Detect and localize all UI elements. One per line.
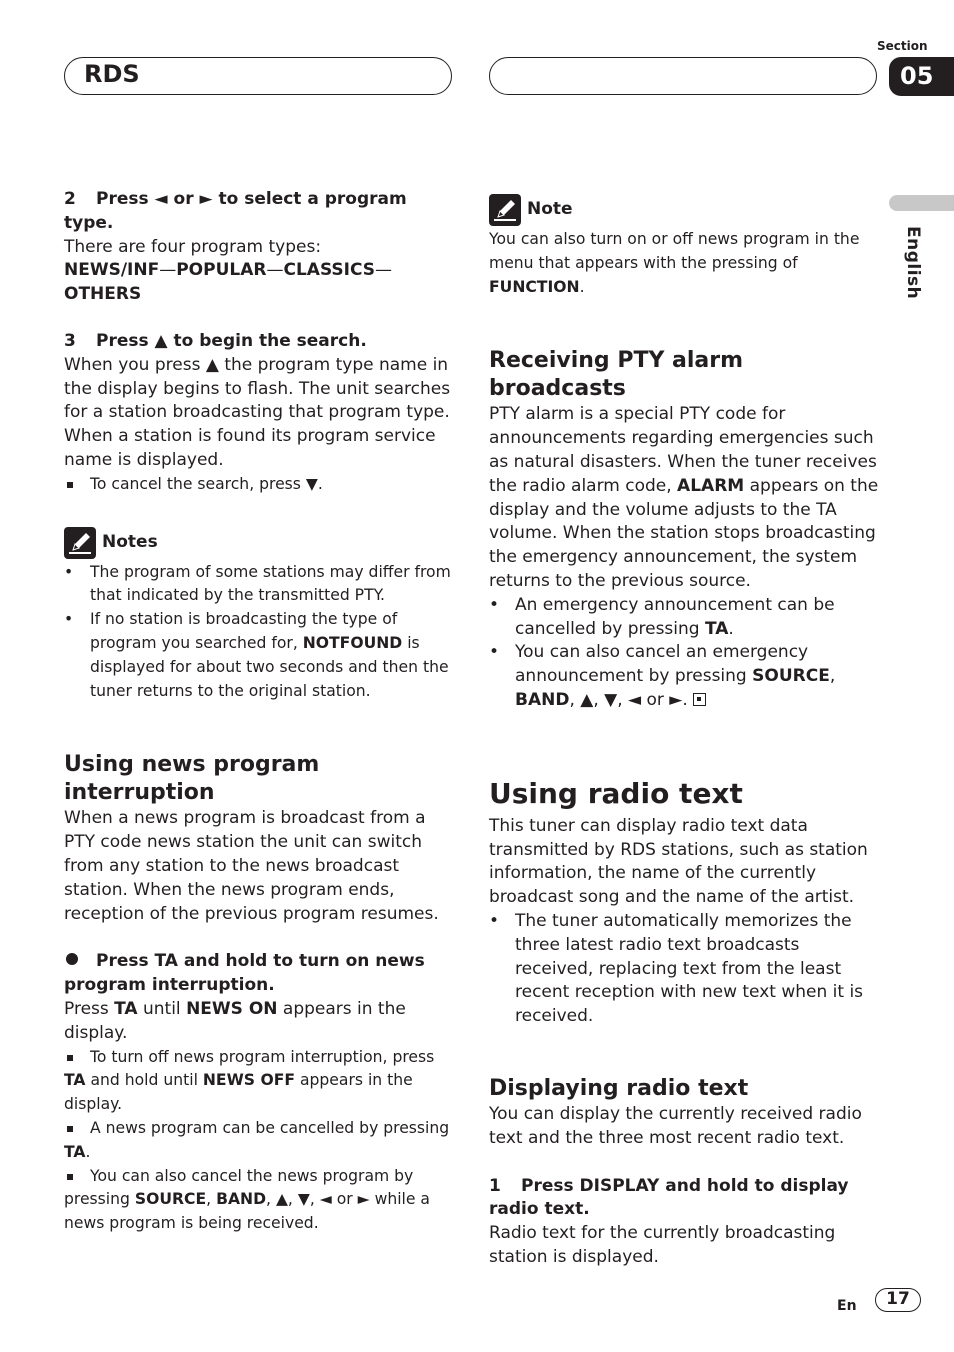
news-note-2: A news program can be cancelled by pressing TA. bbox=[64, 1117, 454, 1165]
side-tab-bar bbox=[889, 195, 954, 211]
pty-alarm-body: PTY alarm is a special PTY code for announcements regarding emergencies such as natural disasters. When the tuner receives the radio alarm code, ALARM appears on the display and the volume adjusts to the TA volume. When the station stops broadcasting the emergency announcement, the system returns to the previous source. bbox=[489, 404, 879, 591]
step-3-body: When you press ▲ the program type name in the display begins to flash. The unit searches for a station broadcasting that program type. When a station is found its program service name is displayed. bbox=[64, 354, 451, 470]
page-number: 17 bbox=[875, 1288, 921, 1312]
header-pill-right bbox=[489, 57, 877, 95]
section-number: 05 bbox=[889, 57, 954, 96]
news-interruption-heading: Using news program interruption bbox=[64, 752, 320, 806]
radio-text-heading: Using radio text bbox=[489, 776, 743, 810]
display-radio-text-body: You can display the currently received radio text and the three most recent radio text. bbox=[489, 1103, 862, 1148]
pty-bullet-1: • An emergency announcement can be cancelled by pressing TA. bbox=[489, 594, 879, 642]
news-step-body: Press TA until NEWS ON appears in the display. bbox=[64, 998, 406, 1043]
program-types: NEWS/INF—POPULAR—CLASSICS— OTHERS bbox=[64, 260, 393, 305]
news-interruption-body: When a news program is broadcast from a PTY code news station the unit can switch from any station to the news broadcast station. When the news program ends, reception of the previous program resumes. bbox=[64, 808, 439, 924]
pencil-note-icon bbox=[64, 527, 96, 559]
note-item: • If no station is broadcasting the type of program you searched for, NOTFOUND is displayed for about two seconds and then the tuner returns to the original station. bbox=[64, 608, 454, 703]
section-label: Section bbox=[877, 39, 928, 53]
display-radio-text-heading: Displaying radio text bbox=[489, 1075, 749, 1101]
radio-text-body: This tuner can display radio text data transmitted by RDS stations, such as station information, the name of the currently broadcast song and the name of the artist. bbox=[489, 815, 868, 908]
note-body: You can also turn on or off news program in the menu that appears with the pressing of FUNCTION. bbox=[489, 230, 860, 296]
step-2: 2 Press ◄ or ► to select a program type. bbox=[64, 189, 407, 233]
step-bullet-icon bbox=[66, 953, 78, 965]
cancel-search-note: To cancel the search, press ▼. bbox=[64, 473, 454, 497]
right-column bbox=[489, 194, 879, 1270]
left-column bbox=[64, 188, 454, 1236]
news-note-3: You can also cancel the news program by pressing SOURCE, BAND, ▲, ▼, ◄ or ► while a news program is being received. bbox=[64, 1165, 454, 1236]
news-note-1: To turn off news program interruption, press TA and hold until NEWS OFF appears in the display. bbox=[64, 1046, 454, 1117]
end-mark-icon bbox=[693, 693, 706, 706]
footer-language: En bbox=[837, 1298, 857, 1314]
pty-bullet-2: • You can also cancel an emergency announcement by pressing SOURCE, BAND, ▲, ▼, ◄ or ►. bbox=[489, 641, 879, 712]
display-step-1: 1 Press DISPLAY and hold to display radio text. bbox=[489, 1175, 849, 1220]
news-step: Press TA and hold to turn on news program interruption. bbox=[64, 951, 425, 996]
note-item: • The program of some stations may differ from that indicated by the transmitted PTY. bbox=[64, 561, 454, 609]
display-step-1-body: Radio text for the currently broadcasting station is displayed. bbox=[489, 1223, 836, 1267]
radio-text-bullet: • The tuner automatically memorizes the three latest radio text broadcasts received, replacing text from the least recent reception with new text when it is received. bbox=[489, 910, 879, 1029]
pty-alarm-heading: Receiving PTY alarm broadcasts bbox=[489, 348, 744, 402]
notes-heading: Notes bbox=[64, 527, 454, 559]
step-2-body: There are four program types: bbox=[64, 236, 322, 257]
page-title: RDS bbox=[84, 60, 140, 88]
pencil-note-icon bbox=[489, 194, 521, 226]
side-tab-language: English bbox=[903, 226, 923, 300]
note-heading: Note bbox=[489, 194, 879, 226]
step-3: 3 Press ▲ to begin the search. bbox=[64, 330, 367, 351]
